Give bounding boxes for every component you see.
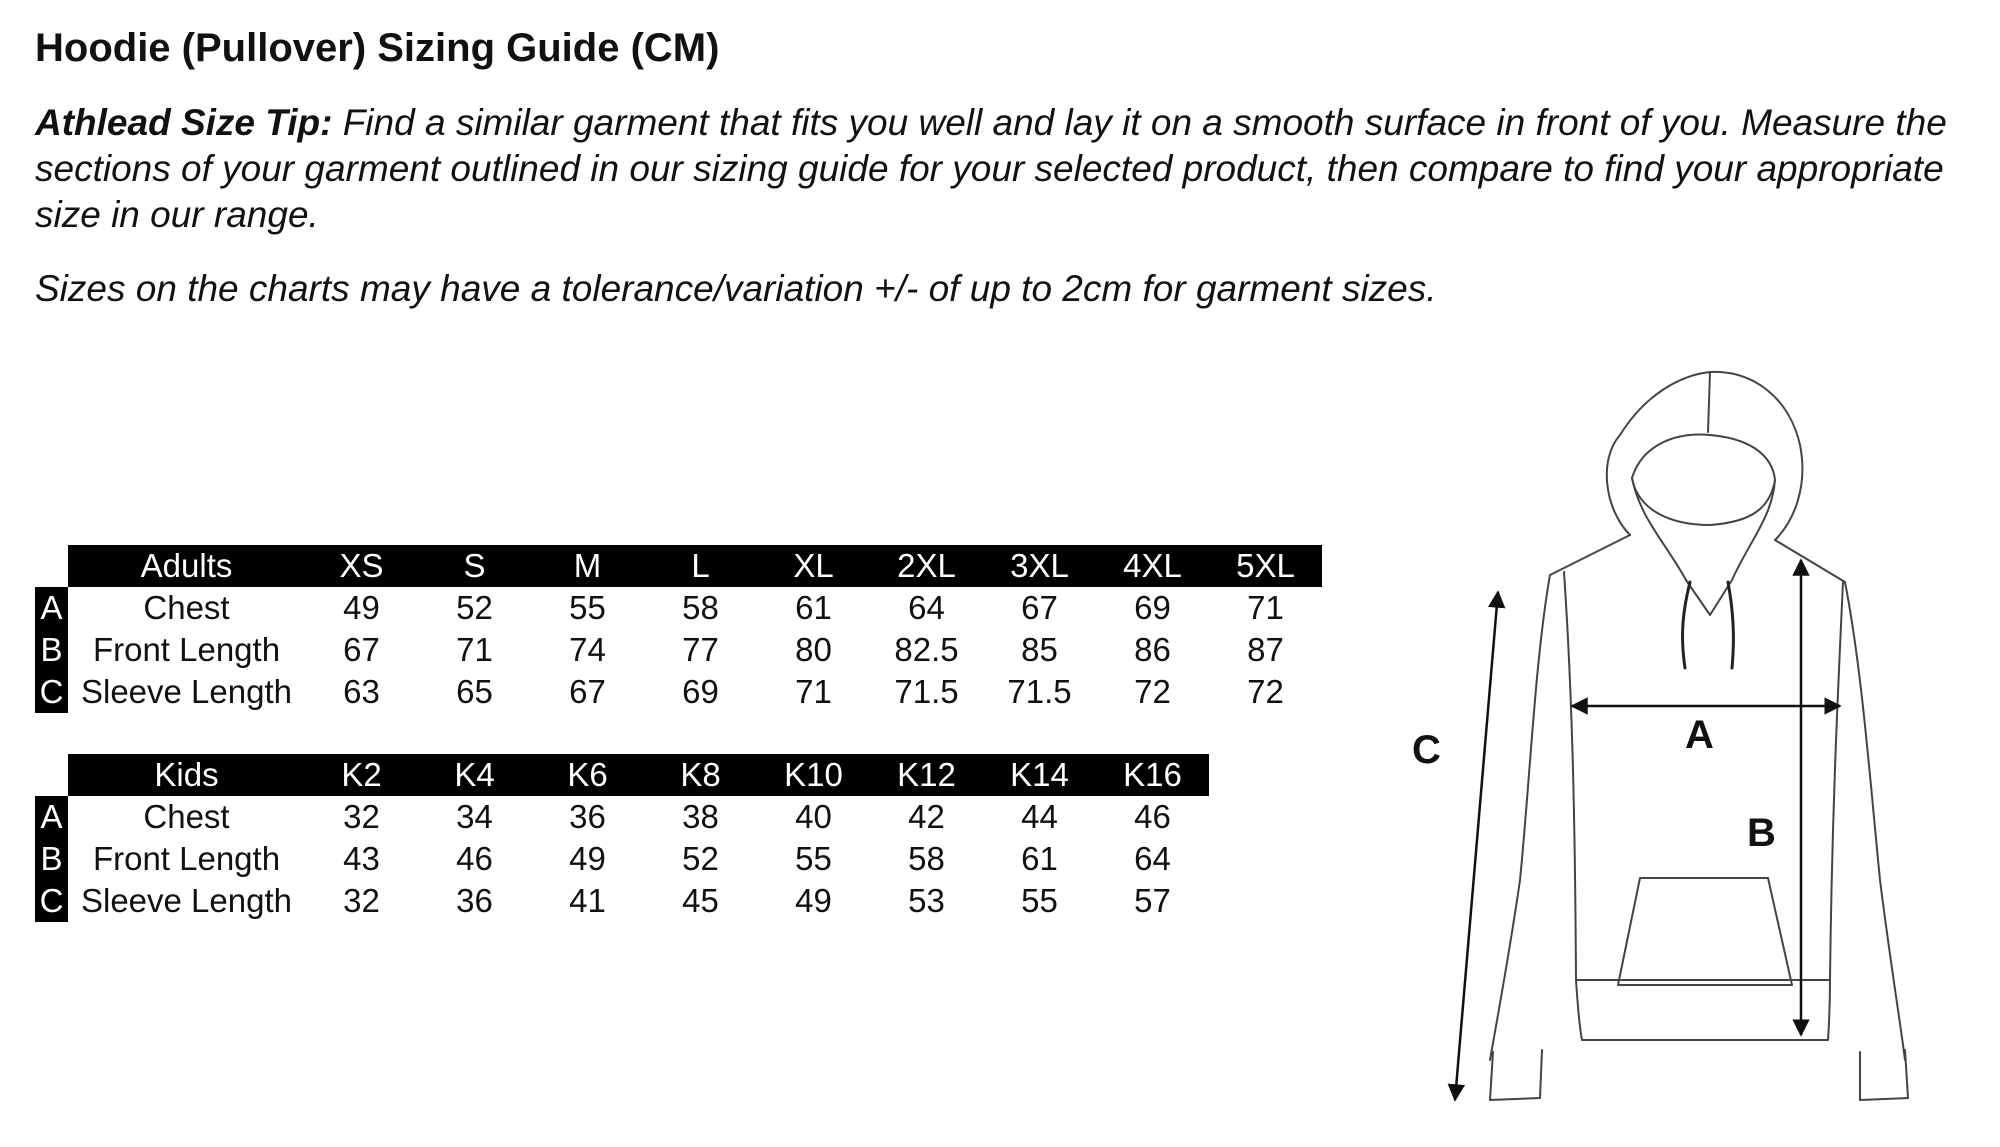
kids-size-table [35, 754, 1209, 922]
table-cell: 32 [343, 882, 380, 919]
table-cell: 71.5 [894, 673, 959, 710]
table-cell: 72 [1247, 673, 1284, 710]
adults-header-row [35, 545, 1322, 587]
table-cell: 65 [456, 673, 493, 710]
table-cell: 71 [795, 673, 832, 710]
size-tip [35, 100, 1970, 238]
table-cell: 71 [456, 631, 493, 668]
table-row [35, 880, 1209, 922]
table-cell: 53 [908, 882, 945, 919]
label-b: B [1747, 811, 1776, 855]
page-title: Hoodie (Pullover) Sizing Guide (CM) [35, 26, 720, 70]
header-spacer [35, 754, 68, 796]
measurement-label: Chest [143, 798, 230, 835]
kids-header-label: Kids [68, 754, 305, 796]
measurement-key: B [35, 838, 68, 880]
table-cell: 55 [1021, 882, 1058, 919]
table-cell: 34 [456, 798, 493, 835]
size-header: 5XL [1209, 545, 1322, 587]
table-cell: 57 [1134, 882, 1171, 919]
size-header: K2 [305, 754, 418, 796]
size-header: K16 [1096, 754, 1209, 796]
kids-header-row [35, 754, 1209, 796]
measurement-arrows [1455, 560, 1840, 1100]
label-c: C [1412, 728, 1441, 772]
size-header: M [531, 545, 644, 587]
size-header: K6 [531, 754, 644, 796]
table-cell: 52 [456, 589, 493, 626]
table-cell: 63 [343, 673, 380, 710]
size-header: K14 [983, 754, 1096, 796]
size-header: K4 [418, 754, 531, 796]
table-cell: 45 [682, 882, 719, 919]
measurement-key: A [35, 796, 68, 838]
table-cell: 69 [1134, 589, 1171, 626]
table-cell: 46 [456, 840, 493, 877]
table-cell: 67 [569, 673, 606, 710]
table-cell: 85 [1021, 631, 1058, 668]
size-header: XS [305, 545, 418, 587]
table-cell: 64 [1134, 840, 1171, 877]
measurement-key: C [35, 671, 68, 713]
table-row [35, 796, 1209, 838]
table-cell: 58 [682, 589, 719, 626]
size-header: K10 [757, 754, 870, 796]
measurement-label: Front Length [92, 631, 281, 668]
table-cell: 72 [1134, 673, 1171, 710]
table-cell: 44 [1021, 798, 1058, 835]
table-cell: 49 [795, 882, 832, 919]
table-cell: 67 [1021, 589, 1058, 626]
table-cell: 80 [795, 631, 832, 668]
table-cell: 58 [908, 840, 945, 877]
table-cell: 87 [1247, 631, 1284, 668]
size-header: XL [757, 545, 870, 587]
size-tip-label: Athlead Size Tip: [35, 102, 333, 143]
table-cell: 43 [343, 840, 380, 877]
measurement-key: B [35, 629, 68, 671]
table-cell: 55 [569, 589, 606, 626]
table-cell: 67 [343, 631, 380, 668]
adults-header-label: Adults [68, 545, 305, 587]
table-cell: 86 [1134, 631, 1171, 668]
size-header: 3XL [983, 545, 1096, 587]
label-a: A [1685, 713, 1714, 757]
table-cell: 36 [569, 798, 606, 835]
table-cell: 82.5 [894, 631, 959, 668]
table-cell: 49 [343, 589, 380, 626]
table-cell: 52 [682, 840, 719, 877]
table-cell: 61 [1021, 840, 1058, 877]
measurement-label: Front Length [92, 840, 281, 877]
table-cell: 64 [908, 589, 945, 626]
table-cell: 49 [569, 840, 606, 877]
table-cell: 40 [795, 798, 832, 835]
measurement-label: Sleeve Length [80, 882, 292, 919]
table-cell: 41 [569, 882, 606, 919]
measurement-key: C [35, 880, 68, 922]
adults-size-table [35, 545, 1322, 713]
table-row [35, 629, 1322, 671]
table-cell: 74 [569, 631, 606, 668]
size-header: K8 [644, 754, 757, 796]
table-row [35, 671, 1322, 713]
size-header: 4XL [1096, 545, 1209, 587]
table-row [35, 838, 1209, 880]
measurement-label: Sleeve Length [80, 673, 292, 710]
size-header: S [418, 545, 531, 587]
table-cell: 71.5 [1007, 673, 1072, 710]
table-row [35, 587, 1322, 629]
table-cell: 69 [682, 673, 719, 710]
size-header: 2XL [870, 545, 983, 587]
size-tip-text: Find a similar garment that fits you well and lay it on a smooth surface in front of you. Measure the sections of your garment outlined in our sizing guide for your selected product, then compare to find your appropriate size in our range. [35, 102, 1947, 235]
table-cell: 71 [1247, 589, 1284, 626]
sleeve-length-arrow [1455, 592, 1498, 1100]
measurement-key: A [35, 587, 68, 629]
hoodie-diagram [1380, 360, 1960, 1120]
size-header: K12 [870, 754, 983, 796]
table-cell: 42 [908, 798, 945, 835]
table-cell: 55 [795, 840, 832, 877]
table-cell: 61 [795, 589, 832, 626]
table-cell: 46 [1134, 798, 1171, 835]
table-cell: 32 [343, 798, 380, 835]
header-spacer [35, 545, 68, 587]
measurement-label: Chest [143, 589, 230, 626]
tolerance-note: Sizes on the charts may have a tolerance/variation +/- of up to 2cm for garment sizes. [35, 268, 1437, 309]
table-cell: 38 [682, 798, 719, 835]
size-header: L [644, 545, 757, 587]
table-cell: 36 [456, 882, 493, 919]
table-cell: 77 [682, 631, 719, 668]
